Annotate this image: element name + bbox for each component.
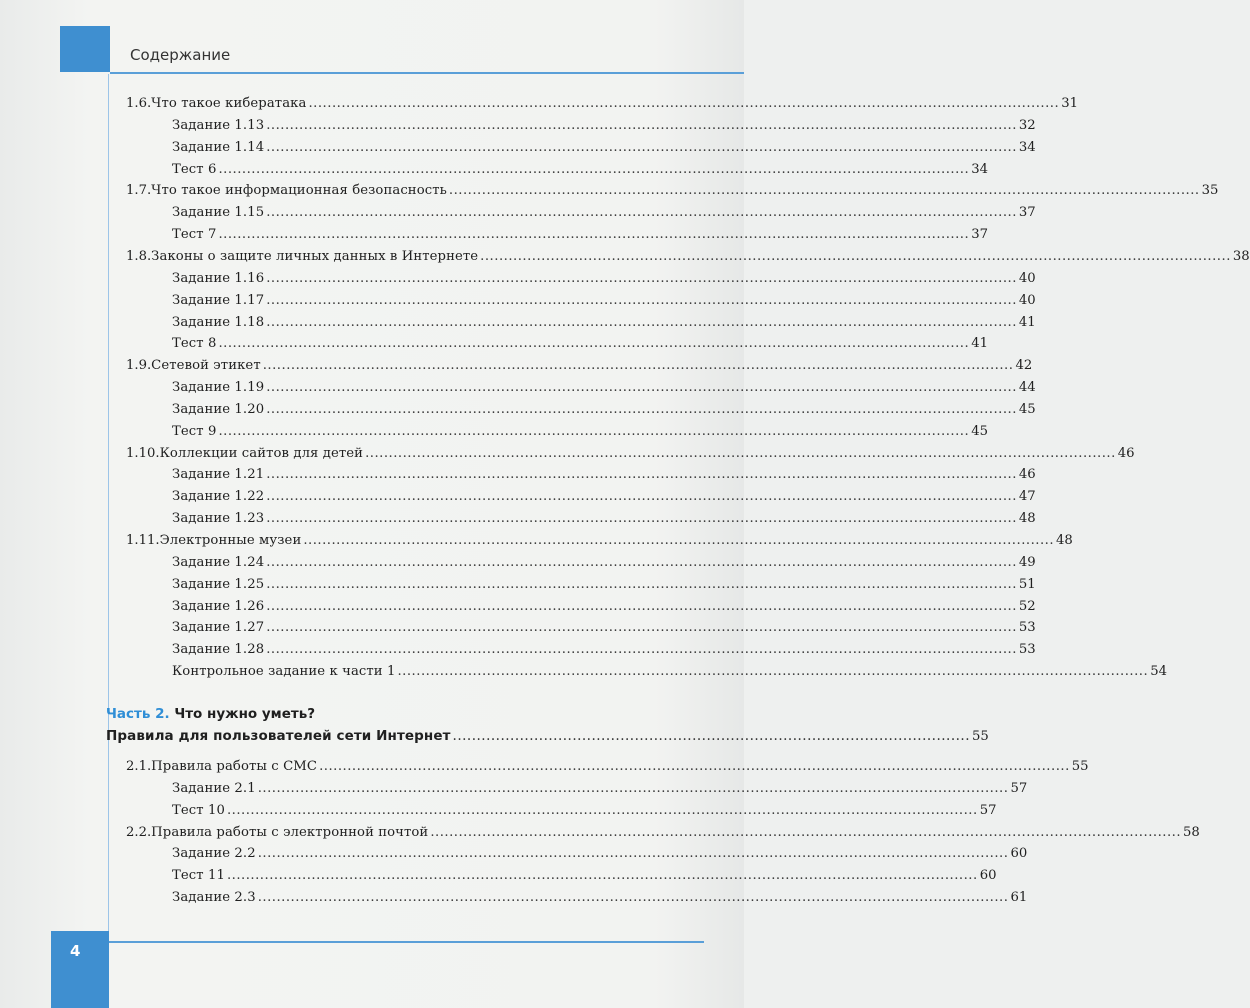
entry-title: Электронные музеи <box>159 533 302 548</box>
entry-title: Задание 1.13 <box>172 117 265 133</box>
part-2-heading <box>106 704 315 724</box>
entry-title: Задание 1.17 <box>172 292 265 308</box>
dot-leader: ................................................................................................................................................................ <box>266 139 1017 155</box>
page-number: 46 <box>1018 467 1036 483</box>
page-number: 53 <box>1018 620 1036 636</box>
section-number: 2.2. <box>126 824 152 840</box>
dot-leader: ................................................................................................................................................................ <box>319 759 1070 774</box>
entry-title: Что такое информационная безопасность <box>151 183 447 199</box>
page-number: 45 <box>971 423 988 439</box>
toc-section-entry[interactable] <box>126 757 1089 777</box>
entry-title: Тест 11 <box>172 868 225 884</box>
page-number: 57 <box>1010 780 1028 796</box>
dot-leader: ................................................................................................................................................................ <box>480 248 1231 264</box>
toc-subentry[interactable] <box>172 400 1036 420</box>
dot-leader: ................................................................................................................................................................ <box>266 270 1017 286</box>
section-number: 1.9. <box>126 358 152 374</box>
part-2-title: Что нужно уметь? <box>174 706 316 722</box>
section-number: 1.8. <box>126 248 152 264</box>
page-number: 31 <box>1061 96 1078 111</box>
toc-subentry[interactable] <box>172 866 997 886</box>
dot-leader: ................................................................................................................................................................ <box>266 292 1017 308</box>
page-number: 46 <box>1117 445 1135 461</box>
toc-subentry[interactable] <box>172 160 988 180</box>
section-number: 1.11. <box>126 533 160 548</box>
dot-leader: ................................................................................................................................................................ <box>226 802 978 818</box>
page-number: 40 <box>1018 270 1036 286</box>
entry-title: Коллекции сайтов для детей <box>159 445 364 461</box>
page-number: 45 <box>1018 401 1036 417</box>
page-number: 44 <box>1018 380 1036 396</box>
dot-leader: ................................................................................................................................................................ <box>218 227 970 243</box>
dot-leader: ................................................................................................................................................................ <box>266 642 1017 658</box>
dot-leader: ................................................................................................................................................................ <box>266 598 1017 614</box>
toc-subentry[interactable] <box>172 291 1036 311</box>
entry-title: Тест 9 <box>172 423 217 439</box>
part-2-label: Часть 2. <box>106 706 170 722</box>
dot-leader: ................................................................................................................................................................ <box>266 380 1017 396</box>
toc-section-entry[interactable] <box>126 531 1073 551</box>
dot-leader: ................................................................................................................................................................ <box>397 664 1149 680</box>
page-number: 57 <box>979 802 997 818</box>
page-number: 54 <box>1150 664 1167 680</box>
toc-subentry[interactable] <box>172 509 1036 529</box>
entry-title: Что такое кибератака <box>151 96 307 111</box>
toc-section-entry[interactable] <box>126 444 1135 464</box>
entry-title: Задание 1.25 <box>172 576 265 592</box>
entry-title: Тест 10 <box>172 802 225 818</box>
toc-subentry[interactable] <box>172 225 988 245</box>
dot-leader: ................................................................................................................................................................ <box>218 161 970 177</box>
entry-title: Задание 1.24 <box>172 554 265 570</box>
dot-leader: ................................................................................................................................................................ <box>448 183 1200 199</box>
dot-leader: ................................................................................................................................................................ <box>430 824 1182 840</box>
dot-leader: ................................................................................................................................................................ <box>218 423 970 439</box>
page-number: 35 <box>1201 183 1219 199</box>
entry-title: Задание 2.3 <box>172 890 256 906</box>
page-number: 40 <box>1018 292 1036 308</box>
toc-section-entry[interactable] <box>126 356 1033 376</box>
section-number: 1.10. <box>126 445 160 461</box>
page-number: 42 <box>1015 358 1033 374</box>
dot-leader: ............................................................................................................ <box>452 728 970 744</box>
toc-subentry[interactable] <box>172 888 1028 908</box>
dot-leader: ................................................................................................................................................................ <box>266 467 1017 483</box>
page-number: 34 <box>1018 139 1036 155</box>
dot-leader: ................................................................................................................................................................ <box>365 445 1116 461</box>
entry-title: Правила работы с электронной почтой <box>151 824 429 840</box>
running-header-title: Содержание <box>130 46 231 64</box>
page-number: 53 <box>1018 642 1036 658</box>
entry-title: Задание 2.2 <box>172 846 256 862</box>
dot-leader: ................................................................................................................................................................ <box>308 96 1060 111</box>
section-number: 1.6. <box>126 96 152 111</box>
entry-title: Задание 1.15 <box>172 205 265 221</box>
entry-title: Задание 1.27 <box>172 620 265 636</box>
footer-rule <box>108 941 704 943</box>
dot-leader: ................................................................................................................................................................ <box>218 336 970 352</box>
page-number: 52 <box>1018 598 1036 614</box>
toc-subentry[interactable] <box>172 269 1036 289</box>
page-number: 58 <box>1183 824 1200 840</box>
entry-title: Задание 1.18 <box>172 314 265 330</box>
entry-title: Задание 1.23 <box>172 511 265 527</box>
dot-leader: ................................................................................................................................................................ <box>266 489 1017 505</box>
entry-title: Задание 1.22 <box>172 489 265 505</box>
dot-leader: ................................................................................................................................................................ <box>226 868 978 884</box>
entry-title: Тест 8 <box>172 336 217 352</box>
dot-leader: ................................................................................................................................................................ <box>266 314 1017 330</box>
page-number: 55 <box>972 729 989 744</box>
section-number: 1.7. <box>126 183 152 199</box>
dot-leader: ................................................................................................................................................................ <box>266 620 1017 636</box>
toc-subentry[interactable] <box>172 313 1036 333</box>
toc-subentry[interactable] <box>172 203 1036 223</box>
page-number: 48 <box>1018 511 1036 527</box>
page-number: 51 <box>1018 576 1036 592</box>
entry-title: Задание 1.26 <box>172 598 265 614</box>
entry-title: Задание 2.1 <box>172 780 256 796</box>
toc-subentry[interactable] <box>172 465 1036 485</box>
dot-leader: ................................................................................................................................................................ <box>257 890 1009 906</box>
toc-subentry[interactable] <box>172 575 1036 595</box>
dot-leader: ................................................................................................................................................................ <box>266 511 1017 527</box>
toc-subentry[interactable] <box>172 618 1036 638</box>
toc-subentry[interactable] <box>172 422 988 442</box>
part-2-subtitle-entry[interactable] <box>106 726 989 746</box>
page-number: 49 <box>1018 554 1036 570</box>
dot-leader: ................................................................................................................................................................ <box>266 576 1017 592</box>
toc-subentry[interactable] <box>172 334 988 354</box>
page-number: 55 <box>1071 759 1089 774</box>
toc-section-entry[interactable] <box>126 181 1219 201</box>
toc-subentry[interactable] <box>172 116 1036 136</box>
toc-subentry[interactable] <box>172 597 1036 617</box>
entry-title: Тест 6 <box>172 161 217 177</box>
page-number: 61 <box>1010 890 1028 906</box>
entry-title: Правила работы с СМС <box>151 759 318 774</box>
entry-title: Задание 1.28 <box>172 642 265 658</box>
page-number: 37 <box>971 227 988 243</box>
dot-leader: ................................................................................................................................................................ <box>262 358 1014 374</box>
toc-subentry[interactable] <box>172 640 1036 660</box>
dot-leader: ................................................................................................................................................................ <box>266 401 1017 417</box>
entry-title: Задание 1.16 <box>172 270 265 286</box>
page-number: 60 <box>1010 846 1028 862</box>
entry-title: Задание 1.14 <box>172 139 265 155</box>
toc-subentry[interactable] <box>172 662 1167 682</box>
toc-subentry[interactable] <box>172 844 1028 864</box>
dot-leader: ................................................................................................................................................................ <box>303 533 1055 548</box>
toc-subentry[interactable] <box>172 487 1036 507</box>
dot-leader: ................................................................................................................................................................ <box>257 780 1009 796</box>
entry-title: Сетевой этикет <box>151 358 261 374</box>
page-number: 32 <box>1018 117 1036 133</box>
toc-section-entry[interactable] <box>126 94 1078 114</box>
page-number: 48 <box>1056 533 1073 548</box>
page-number: 47 <box>1018 489 1036 505</box>
page-number: 38 <box>1232 248 1250 264</box>
entry-title: Законы о защите личных данных в Интернете <box>151 248 479 264</box>
entry-title: Контрольное задание к части 1 <box>172 664 396 680</box>
toc-subentry[interactable] <box>172 378 1036 398</box>
toc-subentry[interactable] <box>172 138 1036 158</box>
toc-subentry[interactable] <box>172 779 1028 799</box>
dot-leader: ................................................................................................................................................................ <box>266 554 1017 570</box>
page-number: 41 <box>971 336 988 352</box>
header-color-tab <box>60 26 110 72</box>
dot-leader: ................................................................................................................................................................ <box>266 117 1017 133</box>
section-number: 2.1. <box>126 759 152 774</box>
margin-rule <box>108 74 109 934</box>
entry-title: Задание 1.20 <box>172 401 265 417</box>
entry-title: Задание 1.21 <box>172 467 265 483</box>
toc-subentry[interactable] <box>172 553 1036 573</box>
header-rule <box>110 72 744 74</box>
part-2-subtitle: Правила для пользователей сети Интернет <box>106 728 451 744</box>
page-number: 34 <box>971 161 988 177</box>
page-number: 37 <box>1018 205 1036 221</box>
toc-section-entry[interactable] <box>126 823 1200 843</box>
dot-leader: ................................................................................................................................................................ <box>266 205 1017 221</box>
toc-section-entry[interactable] <box>126 247 1250 267</box>
entry-title: Задание 1.19 <box>172 380 265 396</box>
toc-subentry[interactable] <box>172 801 997 821</box>
page-number-footer: 4 <box>70 942 81 960</box>
dot-leader: ................................................................................................................................................................ <box>257 846 1009 862</box>
entry-title: Тест 7 <box>172 227 217 243</box>
page-number: 60 <box>979 868 997 884</box>
page-number: 41 <box>1018 314 1036 330</box>
